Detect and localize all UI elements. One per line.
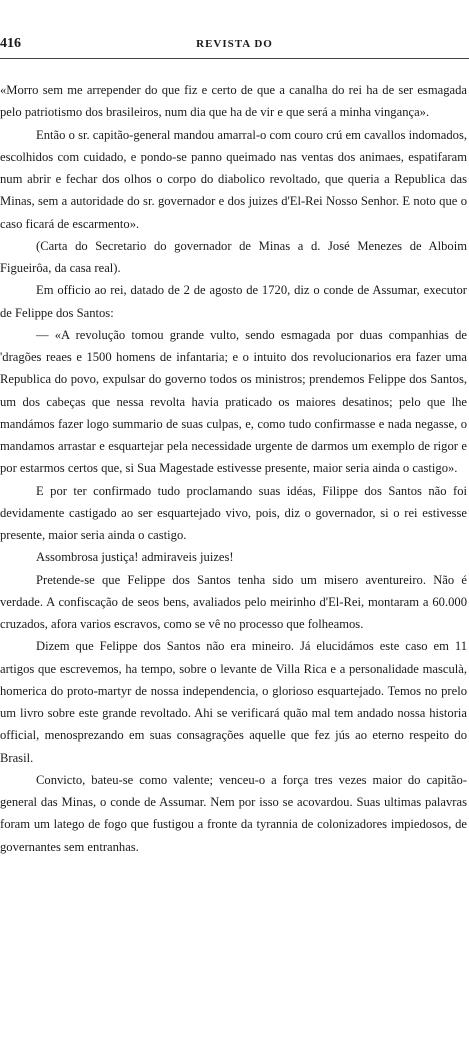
- paragraph-exclamation: Assombrosa justiça! admiraveis juizes!: [36, 550, 234, 565]
- paragraph-conclusion: Convicto, bateu-se como valente; venceu-o a força tres vezes maior do capitão-general das Minas, o conde de Assumar. Nem por isso se acovardou. Suas ultimas palavras foram um latego de fogo que fustigou a fronte da tyrannia de colonizadores impiedosos, de governantes sem entranhas.: [0, 772, 467, 854]
- page-number: 416: [0, 36, 21, 51]
- paragraph-officio: Em officio ao rei, datado de 2 de agosto de 1720, diz o conde de Assumar, executor de Felippe dos Santos:: [0, 283, 467, 320]
- paragraph-confirmation: E por ter confirmado tudo proclamando suas idéas, Filippe dos Santos não foi devidamente castigado ao ser esquartejado vivo, pois, diz o governador, si o rei estivesse presente, maior seria ainda o castigo.: [0, 483, 467, 542]
- paragraph-quote-1: «Morro sem me arrepender do que fiz e certo de que a canalha do rei ha de ser esmagada pelo patriotismo dos brasileiros, num dia que ha de vir e que será a minha vingança».: [0, 83, 467, 120]
- body-text: [0, 79, 467, 858]
- header-rule: [0, 58, 469, 59]
- paragraph-execution: Então o sr. capitão-general mandou amarral-o com couro crú em cavallos indomados, escolhidos com cuidado, e pondo-se panno queimado nas ventas dos animaes, espatifaram num abrir e fechar dos olhos o corpo do diabolico revoltado, que queria a Republica das Minas, sem a autoridade do sr. governador e dos juizes d'El-Rei Nosso Senhor. E noto que o caso ficará de escarmento».: [0, 127, 467, 231]
- paragraph-mineiro: Dizem que Felippe dos Santos não era mineiro. Já elucidámos este caso em 11 artigos que escrevemos, ha tempo, sobre o levante de Villa Rica e a personalidade masculà, homerica do proto-martyr de nossa independencia, o glorioso esquartejado. Temos no prelo um livro sobre este grande revoltado. Ahi se verificará quão mal tem andado nossa historia official, menosprezando em suas consagrações aquelle que fez jús ao eterno respeito do Brasil.: [0, 639, 467, 765]
- paragraph-aventureiro: Pretende-se que Felippe dos Santos tenha sido um misero aventureiro. Não é verdade. A confiscação de seos bens, avaliados pelo meirinho d'El-Rei, montaram a 60.000 cruzados, afora varios escravos, como se vê no processo que folheamos.: [0, 572, 467, 631]
- paragraph-citation: (Carta do Secretario do governador de Minas a d. José Menezes de Alboim Figueirôa, da casa real).: [0, 238, 467, 275]
- page-header: [0, 36, 469, 56]
- paragraph-quote-conde: — «A revolução tomou grande vulto, sendo esmagada por duas companhias de 'dragões reaes e 1500 homens de infantaria; e o intuito dos revolucionarios era fazer uma Republica do povo, expulsar do governo todos os ministros; prendemos Felippe dos Santos, um dos cabeças que nessa revolta havia praticado os maiores desatinos; pelo que lhe mandámos fazer logo summario de suas culpas, e, como tudo confirmasse e nada negasse, o mandamos arrastar e esquartejar pela necessidade urgente de darmos um exemplo de rigor e por estarmos certos que, si Sua Magestade estivesse presente, maior seria ainda o castigo».: [0, 327, 467, 476]
- running-title: REVISTA DO: [196, 38, 273, 50]
